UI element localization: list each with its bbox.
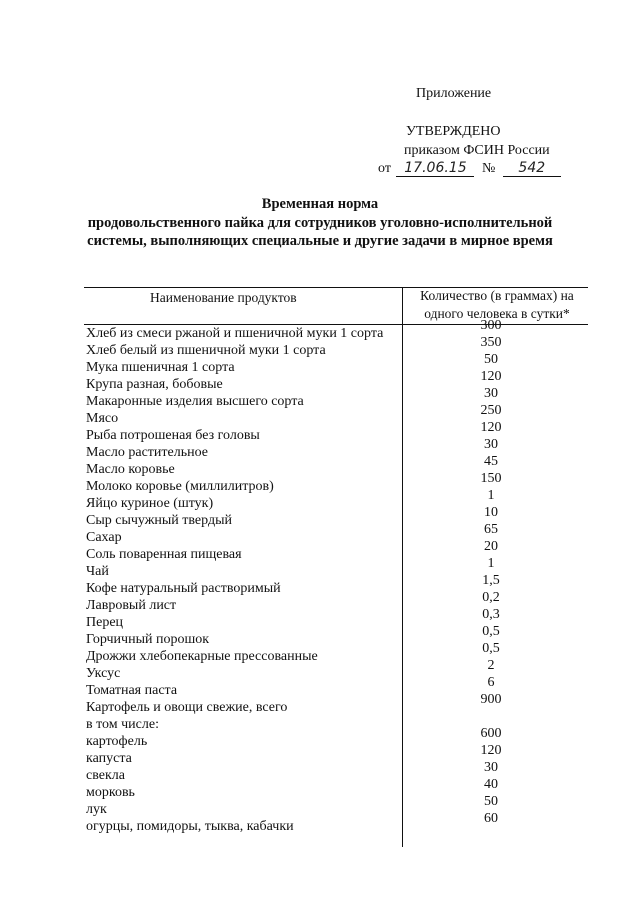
product-quantity: 150 <box>480 471 502 486</box>
product-quantity: 30 <box>484 760 498 775</box>
table-row <box>0 692 640 717</box>
product-quantity: 1 <box>487 488 495 503</box>
product-quantity: 350 <box>480 335 502 350</box>
product-quantity: 0,2 <box>482 590 500 605</box>
from-line <box>378 160 561 177</box>
product-quantity: 2 <box>487 658 495 673</box>
product-quantity: 300 <box>480 318 502 333</box>
product-quantity: 30 <box>484 437 498 452</box>
product-name: Дрожжи хлебопекарные прессованные <box>86 649 318 664</box>
product-name: огурцы, помидоры, тыква, кабачки <box>86 819 294 834</box>
number-sign: № <box>481 161 496 176</box>
product-name: лук <box>86 802 107 817</box>
product-quantity: 600 <box>480 726 502 741</box>
product-quantity: 120 <box>480 420 502 435</box>
product-name: Лавровый лист <box>86 598 177 613</box>
product-name: Молоко коровье (миллилитров) <box>86 479 274 494</box>
product-name: Крупа разная, бобовые <box>86 377 223 392</box>
product-quantity: 0,5 <box>482 641 500 656</box>
product-quantity: 30 <box>484 386 498 401</box>
product-name: морковь <box>86 785 135 800</box>
table-row <box>0 811 640 836</box>
product-name: Картофель и овощи свежие, всего <box>86 700 288 715</box>
title-line-2: продовольственного пайка для сотрудников уголовно-исполнительной <box>87 215 553 231</box>
product-name: Уксус <box>86 666 121 681</box>
handwritten-number: 542 <box>503 160 561 177</box>
product-quantity: 900 <box>480 692 502 707</box>
product-name: картофель <box>86 734 148 749</box>
product-quantity: 6 <box>487 675 495 690</box>
product-name: Яйцо куриное (штук) <box>86 496 214 511</box>
table-body <box>0 318 640 836</box>
product-quantity: 10 <box>484 505 498 520</box>
product-quantity: 0,5 <box>482 624 500 639</box>
product-name: Горчичный порошок <box>86 632 210 647</box>
product-quantity: 65 <box>484 522 498 537</box>
product-name: Хлеб из смеси ржаной и пшеничной муки 1 сорта <box>86 326 384 341</box>
product-name: свекла <box>86 768 125 783</box>
product-quantity: 250 <box>480 403 502 418</box>
product-name: Масло коровье <box>86 462 175 477</box>
product-name: Сыр сычужный твердый <box>86 513 232 528</box>
product-name: Томатная паста <box>86 683 178 698</box>
product-name: Перец <box>86 615 124 630</box>
product-quantity: 0,3 <box>482 607 500 622</box>
product-quantity: 60 <box>484 811 498 826</box>
product-name: Мука пшеничная 1 сорта <box>86 360 235 375</box>
product-name: Рыба потрошеная без головы <box>86 428 260 443</box>
product-name: Масло растительное <box>86 445 208 460</box>
product-quantity: 40 <box>484 777 498 792</box>
appendix-label: Приложение <box>416 86 492 101</box>
product-quantity: 120 <box>480 369 502 384</box>
order-line: приказом ФСИН России <box>404 143 550 158</box>
product-name: Хлеб белый из пшеничной муки 1 сорта <box>86 343 326 358</box>
title-line-3: системы, выполняющих специальные и другие задачи в мирное время <box>87 233 553 249</box>
product-quantity: 120 <box>480 743 502 758</box>
handwritten-date: 17.06.15 <box>396 160 474 177</box>
product-quantity: 50 <box>484 352 498 367</box>
product-quantity: 1,5 <box>482 573 500 588</box>
product-quantity: 20 <box>484 539 498 554</box>
product-name: Кофе натуральный растворимый <box>86 581 281 596</box>
column-header-quantity: Количество (в граммах) на одного человека в сутки* <box>420 288 574 321</box>
product-name: Макаронные изделия высшего сорта <box>86 394 304 409</box>
product-name: Чай <box>86 564 109 579</box>
product-name: капуста <box>86 751 132 766</box>
column-header-name: Наименование продуктов <box>150 290 297 305</box>
product-quantity: 45 <box>484 454 498 469</box>
product-name: Сахар <box>86 530 122 545</box>
product-name: Соль поваренная пищевая <box>86 547 242 562</box>
title-line-1: Временная норма <box>261 196 379 212</box>
product-name: в том числе: <box>86 717 159 732</box>
from-prefix: от <box>378 161 391 176</box>
product-quantity: 50 <box>484 794 498 809</box>
product-name: Мясо <box>86 411 119 426</box>
approved-label: УТВЕРЖДЕНО <box>406 124 501 139</box>
product-quantity: 1 <box>487 556 495 571</box>
